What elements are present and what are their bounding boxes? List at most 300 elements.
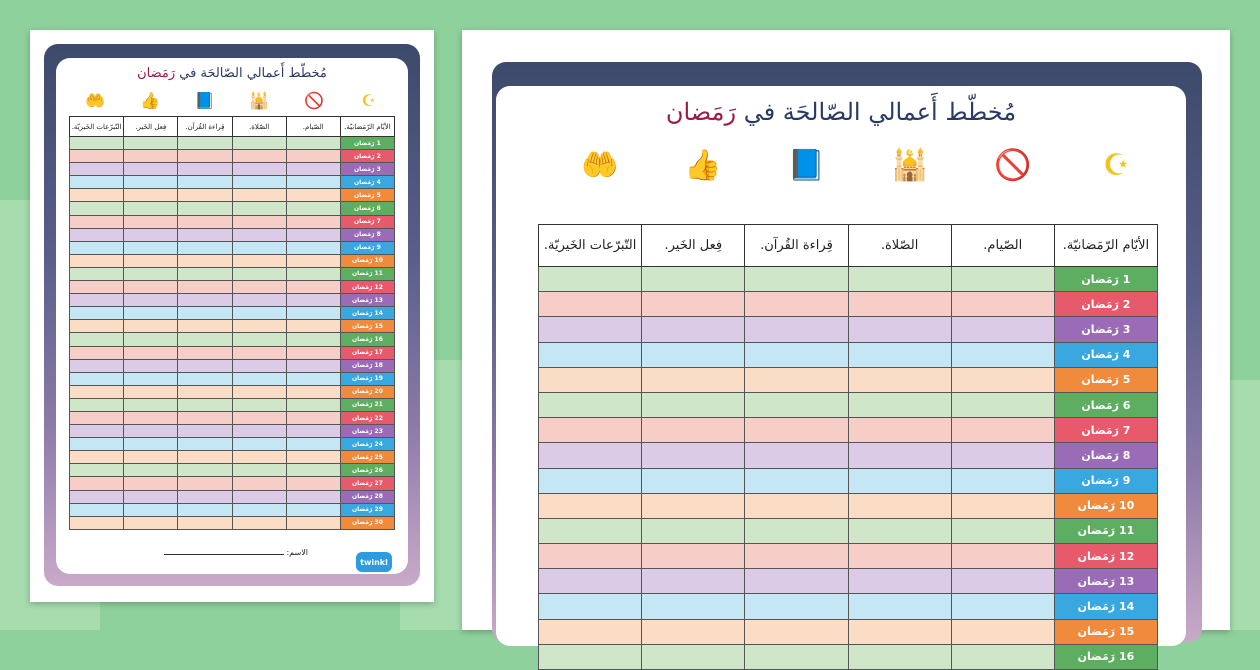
tracker-cell[interactable] <box>745 468 848 493</box>
tracker-cell[interactable] <box>848 594 951 619</box>
tracker-cell[interactable] <box>70 372 124 385</box>
tracker-cell[interactable] <box>232 163 286 176</box>
tracker-cell[interactable] <box>232 346 286 359</box>
table-row <box>70 294 395 307</box>
tracker-cell[interactable] <box>232 477 286 490</box>
tracker-cell[interactable] <box>178 307 232 320</box>
tracker-cell[interactable] <box>539 468 642 493</box>
tracker-cell[interactable] <box>745 317 848 342</box>
tracker-cell[interactable] <box>539 367 642 392</box>
tracker-cell[interactable] <box>745 493 848 518</box>
table-row <box>70 189 395 202</box>
day-label: 4 رَمَضان <box>340 176 394 189</box>
tracker-cell[interactable] <box>745 342 848 367</box>
tracker-cell[interactable] <box>70 320 124 333</box>
prayer-mat-icon: 🕌 <box>890 147 929 183</box>
tracker-cell[interactable] <box>951 493 1054 518</box>
tracker-cell[interactable] <box>70 202 124 215</box>
tracker-cell[interactable] <box>124 267 178 280</box>
table-row <box>70 411 395 424</box>
tracker-cell[interactable] <box>642 342 745 367</box>
tracker-cell[interactable] <box>232 176 286 189</box>
tracker-cell[interactable] <box>848 392 951 417</box>
tracker-cell[interactable] <box>70 359 124 372</box>
tracker-cell[interactable] <box>951 392 1054 417</box>
tracker-cell[interactable] <box>232 398 286 411</box>
worksheet-preview-large <box>462 30 1230 664</box>
tracker-cell[interactable] <box>124 320 178 333</box>
tracker-cell[interactable] <box>178 372 232 385</box>
tracker-cell[interactable] <box>286 385 340 398</box>
tracker-cell[interactable] <box>951 367 1054 392</box>
column-header: الصّلاة. <box>232 117 286 137</box>
table-row <box>70 176 395 189</box>
tracker-cell[interactable] <box>286 320 340 333</box>
tracker-cell[interactable] <box>178 215 232 228</box>
tracker-cell[interactable] <box>178 333 232 346</box>
tracker-cell[interactable] <box>70 267 124 280</box>
tracker-cell[interactable] <box>951 619 1054 644</box>
tracker-cell[interactable] <box>124 438 178 451</box>
tracker-cell[interactable] <box>70 241 124 254</box>
table-row <box>70 503 395 516</box>
tracker-cell[interactable] <box>286 137 340 150</box>
tracker-cell[interactable] <box>124 346 178 359</box>
tracker-cell[interactable] <box>124 215 178 228</box>
tracker-cell[interactable] <box>178 359 232 372</box>
tracker-cell[interactable] <box>178 438 232 451</box>
tracker-cell[interactable] <box>286 307 340 320</box>
tracker-cell[interactable] <box>232 372 286 385</box>
tracker-cell[interactable] <box>286 438 340 451</box>
tracker-cell[interactable] <box>286 359 340 372</box>
day-label: 13 رَمَضان <box>1054 569 1157 594</box>
donation-icon: 🤲 <box>85 90 106 110</box>
tracker-cell[interactable] <box>848 267 951 292</box>
day-label: 14 رَمَضان <box>340 307 394 320</box>
tracker-cell[interactable] <box>539 569 642 594</box>
tracker-cell[interactable] <box>232 333 286 346</box>
tracker-cell[interactable] <box>951 644 1054 669</box>
tracker-cell[interactable] <box>232 267 286 280</box>
tracker-cell[interactable] <box>70 503 124 516</box>
tracker-cell[interactable] <box>951 292 1054 317</box>
tracker-cell[interactable] <box>70 189 124 202</box>
tracker-cell[interactable] <box>70 294 124 307</box>
tracker-cell[interactable] <box>951 418 1054 443</box>
table-row <box>539 292 1158 317</box>
tracker-cell[interactable] <box>178 464 232 477</box>
tracker-cell[interactable] <box>745 518 848 543</box>
tracker-cell[interactable] <box>124 411 178 424</box>
tracker-cell[interactable] <box>70 228 124 241</box>
tracker-cell[interactable] <box>642 392 745 417</box>
tracker-cell[interactable] <box>286 411 340 424</box>
tracker-cell[interactable] <box>539 267 642 292</box>
table-row <box>70 228 395 241</box>
tracker-cell[interactable] <box>745 569 848 594</box>
tracker-cell[interactable] <box>232 490 286 503</box>
tracker-cell[interactable] <box>286 163 340 176</box>
tracker-cell[interactable] <box>232 451 286 464</box>
tracker-cell[interactable] <box>70 516 124 529</box>
tracker-cell[interactable] <box>286 281 340 294</box>
table-row <box>70 451 395 464</box>
tracker-cell[interactable] <box>178 294 232 307</box>
table-row <box>539 418 1158 443</box>
tracker-cell[interactable] <box>124 451 178 464</box>
tracker-cell[interactable] <box>124 359 178 372</box>
chart-panel <box>496 86 1186 664</box>
tracker-cell[interactable] <box>178 425 232 438</box>
tracker-cell[interactable] <box>286 189 340 202</box>
tracker-cell[interactable] <box>848 292 951 317</box>
day-label: 16 رَمَضان <box>340 333 394 346</box>
tracker-cell[interactable] <box>178 189 232 202</box>
tracker-cell[interactable] <box>178 451 232 464</box>
tracker-cell[interactable] <box>70 150 124 163</box>
tracker-cell[interactable] <box>286 464 340 477</box>
tracker-cell[interactable] <box>745 292 848 317</box>
tracker-cell[interactable] <box>232 503 286 516</box>
day-label: 9 رَمَضان <box>1054 468 1157 493</box>
tracker-cell[interactable] <box>286 398 340 411</box>
tracker-cell[interactable] <box>951 443 1054 468</box>
tracker-cell[interactable] <box>124 202 178 215</box>
tracker-cell[interactable] <box>178 477 232 490</box>
tracker-cell[interactable] <box>124 254 178 267</box>
tracker-cell[interactable] <box>642 594 745 619</box>
tracker-cell[interactable] <box>539 544 642 569</box>
tracker-cell[interactable] <box>124 228 178 241</box>
quran-book-icon: 📘 <box>194 90 215 110</box>
tracker-cell[interactable] <box>539 594 642 619</box>
tracker-cell[interactable] <box>232 281 286 294</box>
tracker-cell[interactable] <box>70 490 124 503</box>
tracker-cell[interactable] <box>70 137 124 150</box>
tracker-cell[interactable] <box>286 477 340 490</box>
tracker-cell[interactable] <box>178 228 232 241</box>
tracker-cell[interactable] <box>70 215 124 228</box>
table-row <box>70 333 395 346</box>
day-label: 6 رَمَضان <box>340 202 394 215</box>
tracker-cell[interactable] <box>70 464 124 477</box>
tracker-cell[interactable] <box>178 176 232 189</box>
tracker-cell[interactable] <box>539 493 642 518</box>
tracker-cell[interactable] <box>178 137 232 150</box>
table-row <box>70 372 395 385</box>
tracker-cell[interactable] <box>124 425 178 438</box>
no-food-drink-icon: 🚫 <box>303 90 324 110</box>
tracker-cell[interactable] <box>642 418 745 443</box>
day-label: 10 رَمَضان <box>1054 493 1157 518</box>
name-line[interactable] <box>164 554 284 555</box>
tracker-cell[interactable] <box>124 241 178 254</box>
tracker-cell[interactable] <box>286 150 340 163</box>
tracker-cell[interactable] <box>178 398 232 411</box>
tracker-cell[interactable] <box>124 163 178 176</box>
tracker-cell[interactable] <box>232 385 286 398</box>
tracker-cell[interactable] <box>642 267 745 292</box>
day-label: 13 رَمَضان <box>340 294 394 307</box>
tracker-cell[interactable] <box>848 619 951 644</box>
tracker-cell[interactable] <box>745 367 848 392</box>
tracker-cell[interactable] <box>286 228 340 241</box>
tracker-cell[interactable] <box>178 267 232 280</box>
table-row <box>70 464 395 477</box>
table-row <box>70 267 395 280</box>
tracker-cell[interactable] <box>124 294 178 307</box>
tracker-cell[interactable] <box>286 333 340 346</box>
tracker-cell[interactable] <box>70 398 124 411</box>
day-label: 10 رَمَضان <box>340 254 394 267</box>
tracker-cell[interactable] <box>642 569 745 594</box>
column-header: قِراءة القُرآن. <box>178 117 232 137</box>
title-accent: رَمَضان <box>665 98 737 126</box>
tracker-cell[interactable] <box>232 320 286 333</box>
tracker-cell[interactable] <box>286 176 340 189</box>
tracker-cell[interactable] <box>178 385 232 398</box>
table-row <box>70 202 395 215</box>
tracker-cell[interactable] <box>178 163 232 176</box>
tracker-cell[interactable] <box>232 425 286 438</box>
tracker-cell[interactable] <box>642 367 745 392</box>
tracker-cell[interactable] <box>124 385 178 398</box>
tracker-cell[interactable] <box>286 425 340 438</box>
day-label: 1 رَمَضان <box>1054 267 1157 292</box>
table-row <box>539 518 1158 543</box>
tracker-cell[interactable] <box>178 411 232 424</box>
thumbs-up-icon: 👍 <box>684 147 722 183</box>
tracker-cell[interactable] <box>232 464 286 477</box>
day-label: 4 رَمَضان <box>1054 342 1157 367</box>
day-label: 21 رَمَضان <box>340 398 394 411</box>
tracker-cell[interactable] <box>70 307 124 320</box>
tracker-cell[interactable] <box>539 392 642 417</box>
tracker-cell[interactable] <box>124 503 178 516</box>
day-label: 23 رَمَضان <box>340 425 394 438</box>
tracker-cell[interactable] <box>642 644 745 669</box>
tracker-cell[interactable] <box>124 490 178 503</box>
tracker-table <box>538 224 1158 670</box>
column-header: قِراءة القُرآن. <box>745 225 848 267</box>
tracker-cell[interactable] <box>70 281 124 294</box>
day-label: 5 رَمَضان <box>1054 367 1157 392</box>
tracker-cell[interactable] <box>232 411 286 424</box>
tracker-cell[interactable] <box>124 333 178 346</box>
tracker-table <box>69 116 395 530</box>
tracker-cell[interactable] <box>232 150 286 163</box>
tracker-cell[interactable] <box>848 342 951 367</box>
tracker-cell[interactable] <box>848 644 951 669</box>
table-row <box>70 307 395 320</box>
tracker-cell[interactable] <box>642 619 745 644</box>
tracker-cell[interactable] <box>70 163 124 176</box>
table-row <box>70 398 395 411</box>
day-label: 7 رَمَضان <box>1054 418 1157 443</box>
day-label: 28 رَمَضان <box>340 490 394 503</box>
tracker-cell[interactable] <box>286 372 340 385</box>
tracker-cell[interactable] <box>178 281 232 294</box>
tracker-cell[interactable] <box>124 307 178 320</box>
brand-logo: twinkl <box>356 552 392 572</box>
tracker-cell[interactable] <box>178 150 232 163</box>
tracker-cell[interactable] <box>178 241 232 254</box>
tracker-cell[interactable] <box>951 267 1054 292</box>
tracker-cell[interactable] <box>539 619 642 644</box>
tracker-cell[interactable] <box>286 503 340 516</box>
tracker-cell[interactable] <box>232 189 286 202</box>
tracker-cell[interactable] <box>178 503 232 516</box>
tracker-cell[interactable] <box>70 411 124 424</box>
tracker-cell[interactable] <box>951 342 1054 367</box>
table-row <box>70 477 395 490</box>
tracker-cell[interactable] <box>642 518 745 543</box>
table-row <box>539 267 1158 292</box>
tracker-cell[interactable] <box>232 438 286 451</box>
tracker-cell[interactable] <box>848 493 951 518</box>
tracker-cell[interactable] <box>124 464 178 477</box>
tracker-cell[interactable] <box>642 292 745 317</box>
page-title <box>496 98 1186 126</box>
table-row <box>539 468 1158 493</box>
day-label: 17 رَمَضان <box>340 346 394 359</box>
tracker-cell[interactable] <box>232 202 286 215</box>
tracker-cell[interactable] <box>124 516 178 529</box>
tracker-cell[interactable] <box>642 443 745 468</box>
tracker-cell[interactable] <box>232 215 286 228</box>
table-row <box>539 392 1158 417</box>
tracker-cell[interactable] <box>951 544 1054 569</box>
tracker-cell[interactable] <box>848 468 951 493</box>
crescent-star-icon: ☪ <box>1102 147 1130 183</box>
table-row <box>70 163 395 176</box>
tracker-cell[interactable] <box>642 544 745 569</box>
tracker-cell[interactable] <box>70 451 124 464</box>
tracker-cell[interactable] <box>286 294 340 307</box>
tracker-cell[interactable] <box>124 398 178 411</box>
header-row <box>70 117 395 137</box>
tracker-cell[interactable] <box>951 594 1054 619</box>
tracker-cell[interactable] <box>178 254 232 267</box>
table-row <box>70 516 395 529</box>
tracker-cell[interactable] <box>539 644 642 669</box>
tracker-cell[interactable] <box>232 307 286 320</box>
tracker-cell[interactable] <box>124 176 178 189</box>
tracker-cell[interactable] <box>848 443 951 468</box>
tracker-cell[interactable] <box>70 438 124 451</box>
tracker-cell[interactable] <box>286 346 340 359</box>
page-title <box>56 66 408 81</box>
tracker-cell[interactable] <box>745 594 848 619</box>
tracker-cell[interactable] <box>232 516 286 529</box>
tracker-cell[interactable] <box>745 644 848 669</box>
column-header: فِعل الخَير. <box>124 117 178 137</box>
tracker-cell[interactable] <box>70 333 124 346</box>
column-icons <box>548 140 1168 190</box>
tracker-cell[interactable] <box>848 544 951 569</box>
tracker-cell[interactable] <box>232 254 286 267</box>
table-row <box>539 644 1158 669</box>
tracker-cell[interactable] <box>124 189 178 202</box>
tracker-cell[interactable] <box>124 372 178 385</box>
tracker-cell[interactable] <box>232 359 286 372</box>
day-label: 5 رَمَضان <box>340 189 394 202</box>
tracker-cell[interactable] <box>848 317 951 342</box>
tracker-cell[interactable] <box>124 137 178 150</box>
tracker-cell[interactable] <box>178 346 232 359</box>
tracker-cell[interactable] <box>286 241 340 254</box>
tracker-cell[interactable] <box>951 518 1054 543</box>
tracker-cell[interactable] <box>539 443 642 468</box>
tracker-cell[interactable] <box>745 619 848 644</box>
tracker-cell[interactable] <box>124 150 178 163</box>
tracker-cell[interactable] <box>642 317 745 342</box>
tracker-cell[interactable] <box>951 569 1054 594</box>
tracker-cell[interactable] <box>539 518 642 543</box>
tracker-cell[interactable] <box>951 468 1054 493</box>
tracker-cell[interactable] <box>539 342 642 367</box>
tracker-cell[interactable] <box>286 267 340 280</box>
tracker-cell[interactable] <box>642 468 745 493</box>
tracker-cell[interactable] <box>848 518 951 543</box>
tracker-cell[interactable] <box>178 490 232 503</box>
tracker-cell[interactable] <box>848 367 951 392</box>
tracker-cell[interactable] <box>124 281 178 294</box>
tracker-cell[interactable] <box>178 516 232 529</box>
tracker-cell[interactable] <box>286 202 340 215</box>
tracker-cell[interactable] <box>745 418 848 443</box>
tracker-cell[interactable] <box>848 569 951 594</box>
tracker-cell[interactable] <box>232 294 286 307</box>
tracker-cell[interactable] <box>286 254 340 267</box>
tracker-cell[interactable] <box>642 493 745 518</box>
tracker-cell[interactable] <box>539 418 642 443</box>
tracker-cell[interactable] <box>286 215 340 228</box>
tracker-cell[interactable] <box>178 202 232 215</box>
table-row <box>539 443 1158 468</box>
tracker-cell[interactable] <box>745 443 848 468</box>
tracker-cell[interactable] <box>124 477 178 490</box>
tracker-cell[interactable] <box>286 490 340 503</box>
tracker-cell[interactable] <box>745 392 848 417</box>
table-row <box>539 317 1158 342</box>
tracker-cell[interactable] <box>70 346 124 359</box>
tracker-cell[interactable] <box>539 292 642 317</box>
tracker-cell[interactable] <box>70 385 124 398</box>
tracker-cell[interactable] <box>848 418 951 443</box>
tracker-cell[interactable] <box>232 241 286 254</box>
table-row <box>70 150 395 163</box>
tracker-cell[interactable] <box>286 451 340 464</box>
tracker-cell[interactable] <box>232 137 286 150</box>
tracker-cell[interactable] <box>70 176 124 189</box>
column-icons <box>68 88 396 112</box>
tracker-cell[interactable] <box>70 425 124 438</box>
tracker-cell[interactable] <box>539 317 642 342</box>
tracker-cell[interactable] <box>178 320 232 333</box>
tracker-cell[interactable] <box>286 516 340 529</box>
column-header: التّبرّعات الخَيريّة. <box>539 225 642 267</box>
tracker-cell[interactable] <box>745 267 848 292</box>
day-label: 7 رَمَضان <box>340 215 394 228</box>
column-header: الأيّام الرّمَضانيّة. <box>340 117 394 137</box>
tracker-cell[interactable] <box>745 544 848 569</box>
tracker-cell[interactable] <box>70 254 124 267</box>
tracker-cell[interactable] <box>951 317 1054 342</box>
tracker-cell[interactable] <box>70 477 124 490</box>
tracker-cell[interactable] <box>232 228 286 241</box>
